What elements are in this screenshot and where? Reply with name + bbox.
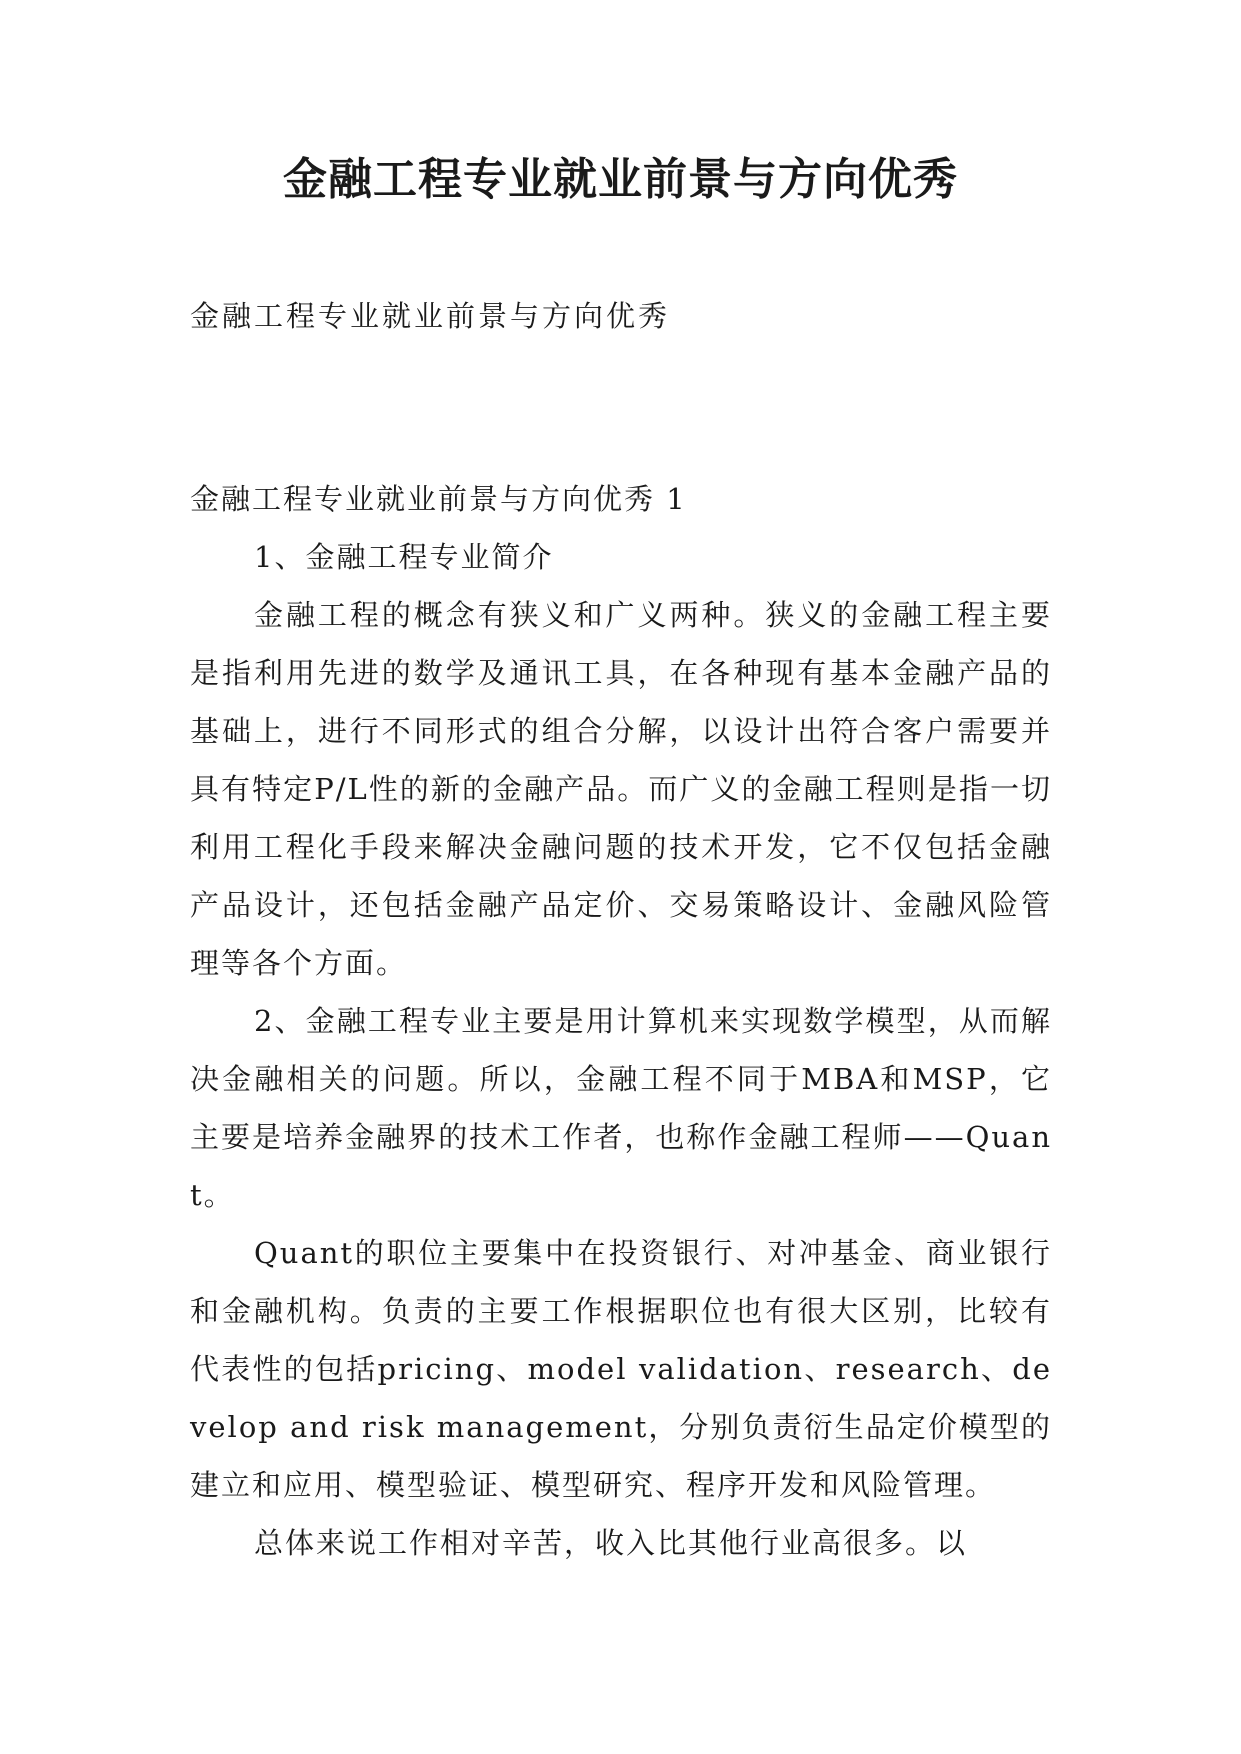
paragraph-quant-positions: Quant的职位主要集中在投资银行、对冲基金、商业银行和金融机构。负责的主要工作根据职位也有很大区别，比较有代表性的包括pricing、model validation、research、develop and risk management，分别负责衍生品定价模型的建立和应用、模型验证、模型研究、程序开发和风险管理。 <box>190 1236 1052 1502</box>
paragraph-quant: 2、金融工程专业主要是用计算机来实现数学模型，从而解决金融相关的问题。所以，金融工程不同于MBA和MSP，它主要是培养金融界的技术工作者，也称作金融工程师——Quant。 <box>190 1004 1052 1212</box>
paragraph-intro-heading: 1、金融工程专业简介 <box>254 540 554 574</box>
document-title: 金融工程专业就业前景与方向优秀 <box>283 154 958 205</box>
document-subtitle: 金融工程专业就业前景与方向优秀 <box>190 299 671 333</box>
document-body <box>190 470 1052 1572</box>
paragraph-definition: 金融工程的概念有狭义和广义两种。狭义的金融工程主要是指利用先进的数学及通讯工具，在各种现有基本金融产品的基础上，进行不同形式的组合分解，以设计出符合客户需要并具有特定P/L性的新的金融产品。而广义的金融工程则是指一切利用工程化手段来解决金融问题的技术开发，它不仅包括金融产品设计，还包括金融产品定价、交易策略设计、金融风险管理等各个方面。 <box>190 598 1052 980</box>
section-heading: 金融工程专业就业前景与方向优秀 1 <box>190 482 687 516</box>
paragraph-summary: 总体来说工作相对辛苦，收入比其他行业高很多。以 <box>254 1526 968 1560</box>
